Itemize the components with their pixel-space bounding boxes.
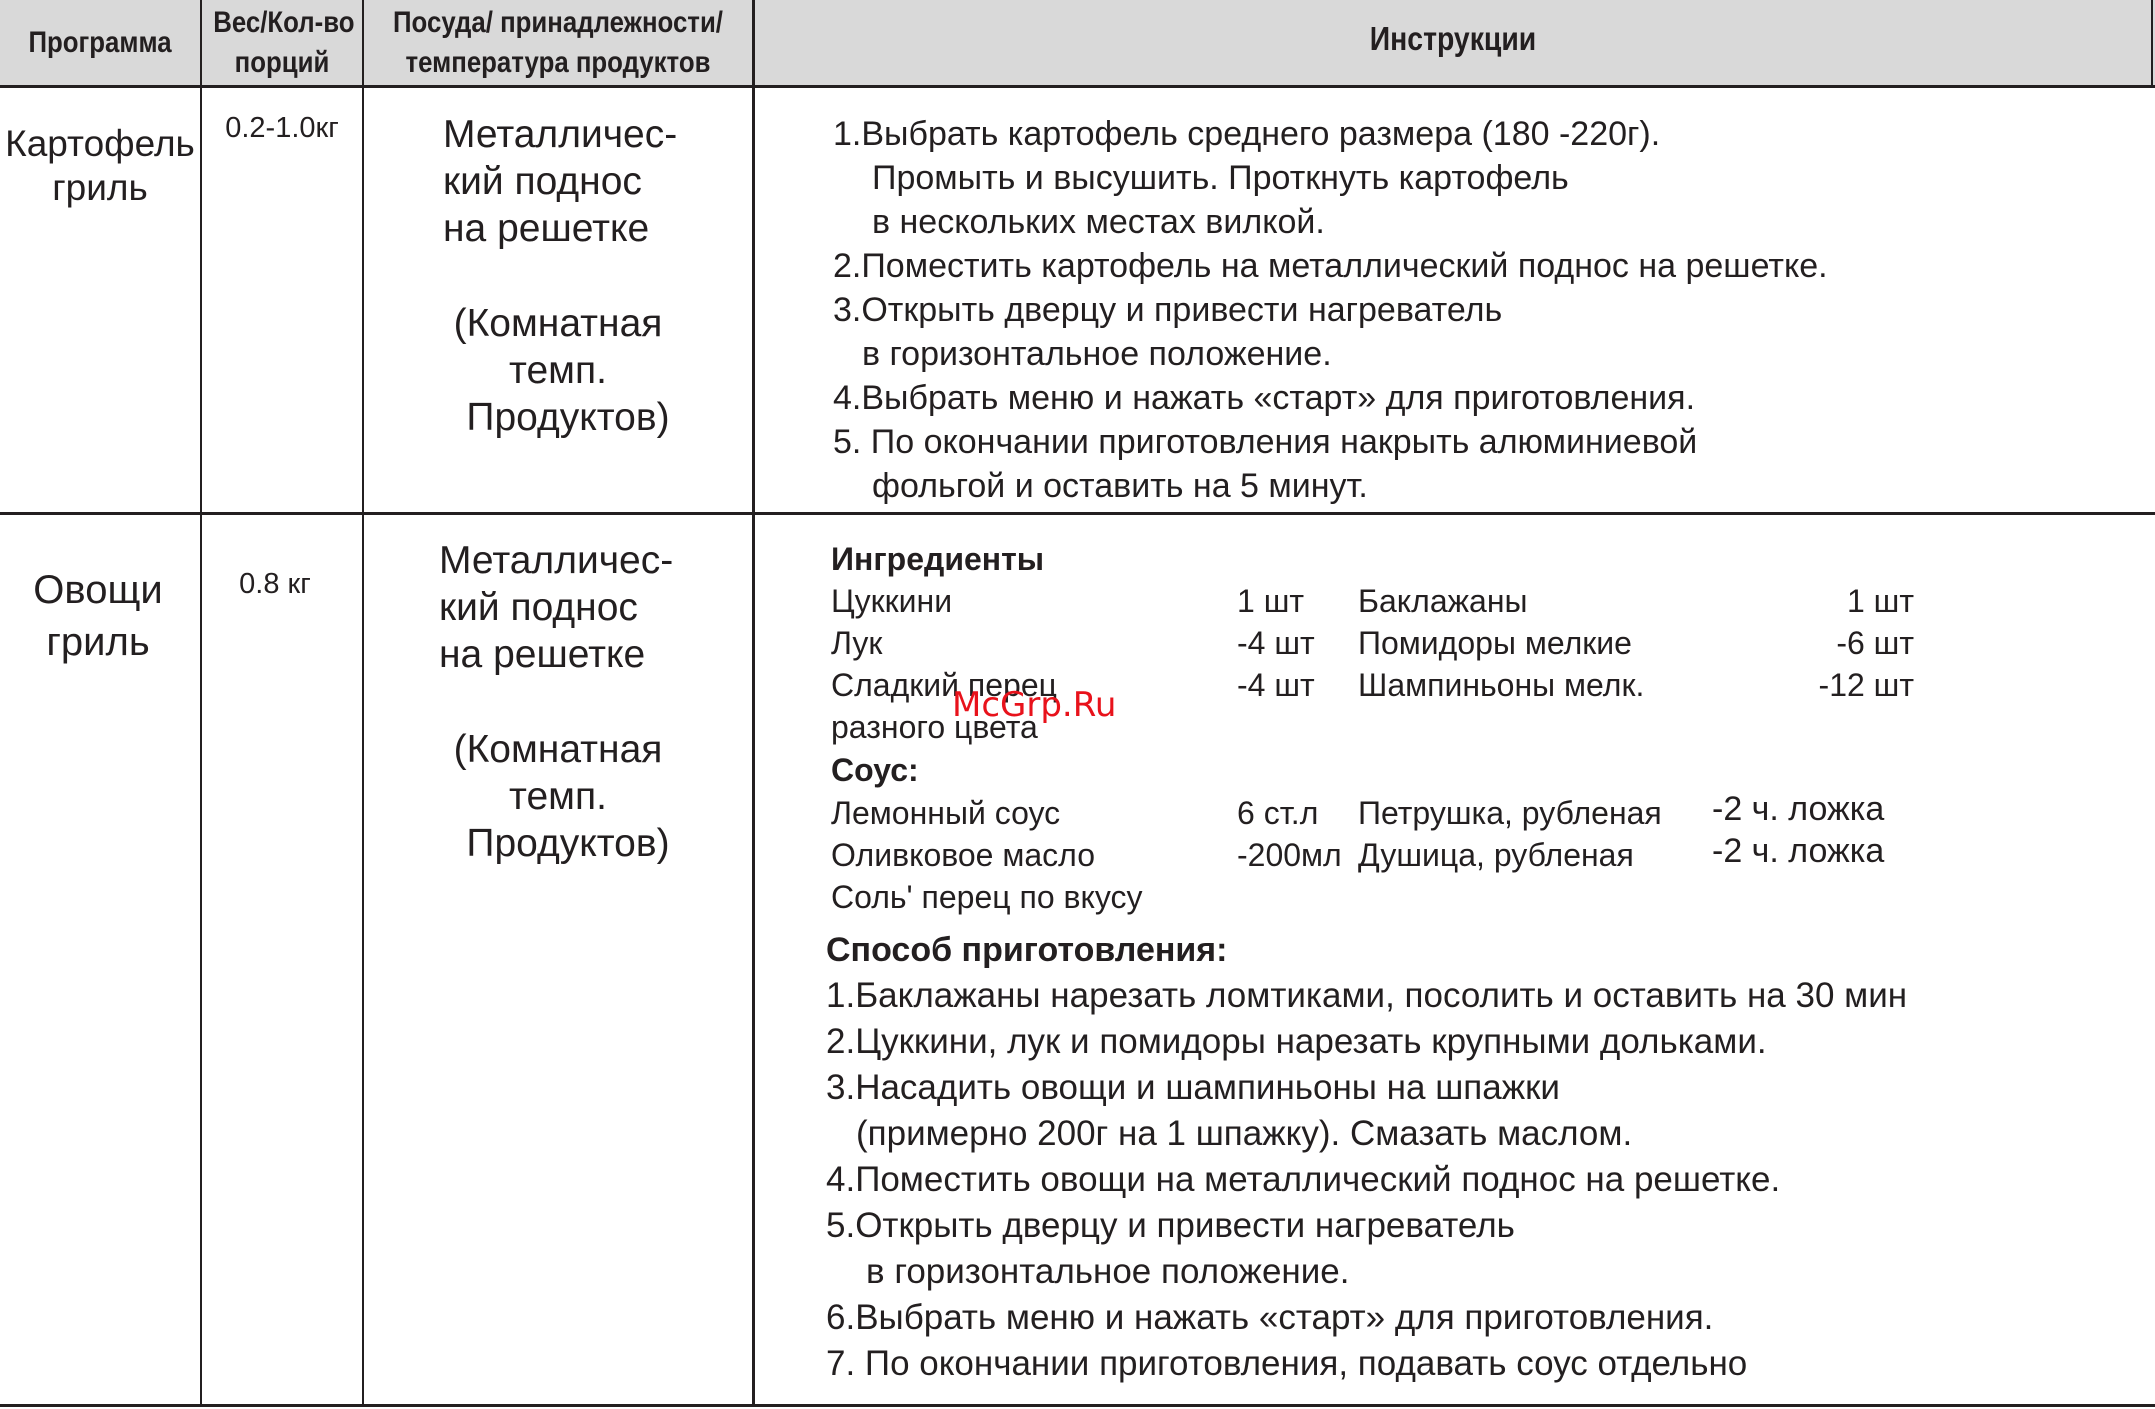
instruction-step: 1.Выбрать картофель среднего размера (180 -220г). xyxy=(833,115,1661,153)
ingredient-qty: -12 шт xyxy=(1818,667,1914,703)
sauce-ingredient-qty: 6 ст.л xyxy=(1237,795,1319,831)
method-step: 4.Поместить овощи на металлический поднос на решетке. xyxy=(826,1160,1781,1199)
method-step: в горизонтальное положение. xyxy=(866,1252,1350,1291)
dish-line: кий поднос xyxy=(439,586,638,629)
dish-line: Металличес- xyxy=(443,113,678,156)
ingredient-name: Цуккини xyxy=(831,583,953,619)
sauce-ingredient-name: Лемонный соус xyxy=(831,795,1061,831)
table-bottom-border xyxy=(0,1404,2155,1407)
dish-line: Металличес- xyxy=(439,539,674,582)
method-title: Способ приготовления: xyxy=(826,931,1228,969)
dish-line: на решетке xyxy=(443,207,650,250)
sauce-ingredient-name: Петрушка, рубленая xyxy=(1358,795,1662,831)
header-weight-portions: порций xyxy=(234,46,330,79)
row-divider xyxy=(0,512,2155,515)
ingredient-qty: -4 шт xyxy=(1237,625,1315,661)
header-weight: Вес/Кол-во xyxy=(213,6,355,39)
temperature-line: (Комнатная xyxy=(453,728,663,771)
header-temperature: температура продуктов xyxy=(405,46,711,79)
column-divider xyxy=(752,0,755,1406)
dish-line: кий поднос xyxy=(443,160,642,203)
temperature-line: Продуктов) xyxy=(466,396,670,439)
method-step: 2.Цуккини, лук и помидоры нарезать крупными дольками. xyxy=(826,1022,1767,1061)
ingredient-name: Шампиньоны мелк. xyxy=(1358,667,1645,703)
ingredient-name: Лук xyxy=(831,625,883,661)
method-step: (примерно 200г на 1 шпажку). Смазать маслом. xyxy=(856,1114,1633,1153)
instruction-step: 3.Открыть дверцу и привести нагреватель xyxy=(833,291,1503,329)
instruction-step: 4.Выбрать меню и нажать «старт» для приготовления. xyxy=(833,379,1696,417)
ingredients-title: Ингредиенты xyxy=(831,541,1045,577)
program-name-line2: гриль xyxy=(52,167,148,208)
instruction-step: в горизонтальное положение. xyxy=(862,335,1332,373)
temperature-line: (Комнатная xyxy=(453,302,663,345)
program-name-line2: гриль xyxy=(46,620,150,664)
dish-line: на решетке xyxy=(439,633,646,676)
column-divider xyxy=(200,0,202,1406)
sauce-ingredient-qty: -2 ч. ложка xyxy=(1712,790,1885,828)
program-name: Овощи xyxy=(33,568,163,612)
ingredient-qty: -4 шт xyxy=(1237,667,1315,703)
ingredient-qty: 1 шт xyxy=(1237,583,1305,619)
instruction-step: 5. По окончании приготовления накрыть алюминиевой xyxy=(833,423,1698,461)
instruction-step: Промыть и высушить. Проткнуть картофель xyxy=(872,159,1569,197)
method-step: 6.Выбрать меню и нажать «старт» для приготовления. xyxy=(826,1298,1714,1337)
method-step: 1.Баклажаны нарезать ломтиками, посолить и оставить на 30 мин xyxy=(826,976,1908,1015)
header-dish: Посуда/ принадлежности/ xyxy=(393,6,723,39)
instruction-step: 2.Поместить картофель на металлический поднос на решетке. xyxy=(833,247,1828,285)
weight-value: 0.2-1.0кг xyxy=(225,112,339,144)
header-divider xyxy=(0,85,2155,88)
header-instructions: Инструкции xyxy=(1369,20,1537,57)
ingredient-qty: -6 шт xyxy=(1836,625,1914,661)
method-step: 3.Насадить овощи и шампиньоны на шпажки xyxy=(826,1068,1560,1107)
temperature-line: темп. xyxy=(509,349,607,392)
temperature-line: темп. xyxy=(509,775,607,818)
sauce-ingredient-name: Душица, рубленая xyxy=(1358,837,1634,873)
method-step: 5.Открыть дверцу и привести нагреватель xyxy=(826,1206,1515,1245)
instruction-step: фольгой и оставить на 5 минут. xyxy=(872,467,1368,505)
ingredient-name: Сладкий перец xyxy=(831,667,1057,703)
sauce-ingredient-name: Оливковое масло xyxy=(831,837,1095,873)
watermark: McGrp.Ru xyxy=(952,685,1117,725)
column-divider xyxy=(362,0,364,1406)
header-program: Программа xyxy=(28,26,172,59)
sauce-ingredient-name: Соль' перец по вкусу xyxy=(831,879,1143,915)
sauce-ingredient-qty: -200мл xyxy=(1237,837,1342,873)
table-right-border xyxy=(2151,0,2153,88)
ingredient-name: разного цвета xyxy=(831,709,1038,745)
program-name: Картофель xyxy=(5,123,195,164)
ingredient-name: Баклажаны xyxy=(1358,583,1528,619)
weight-value: 0.8 кг xyxy=(239,568,311,600)
method-step: 7. По окончании приготовления, подавать соус отдельно xyxy=(826,1344,1748,1383)
sauce-title: Соус: xyxy=(831,752,919,788)
ingredient-qty: 1 шт xyxy=(1846,583,1914,619)
temperature-line: Продуктов) xyxy=(466,822,670,865)
ingredient-name: Помидоры мелкие xyxy=(1358,625,1632,661)
sauce-ingredient-qty: -2 ч. ложка xyxy=(1712,832,1885,870)
instruction-step: в нескольких местах вилкой. xyxy=(872,203,1325,241)
